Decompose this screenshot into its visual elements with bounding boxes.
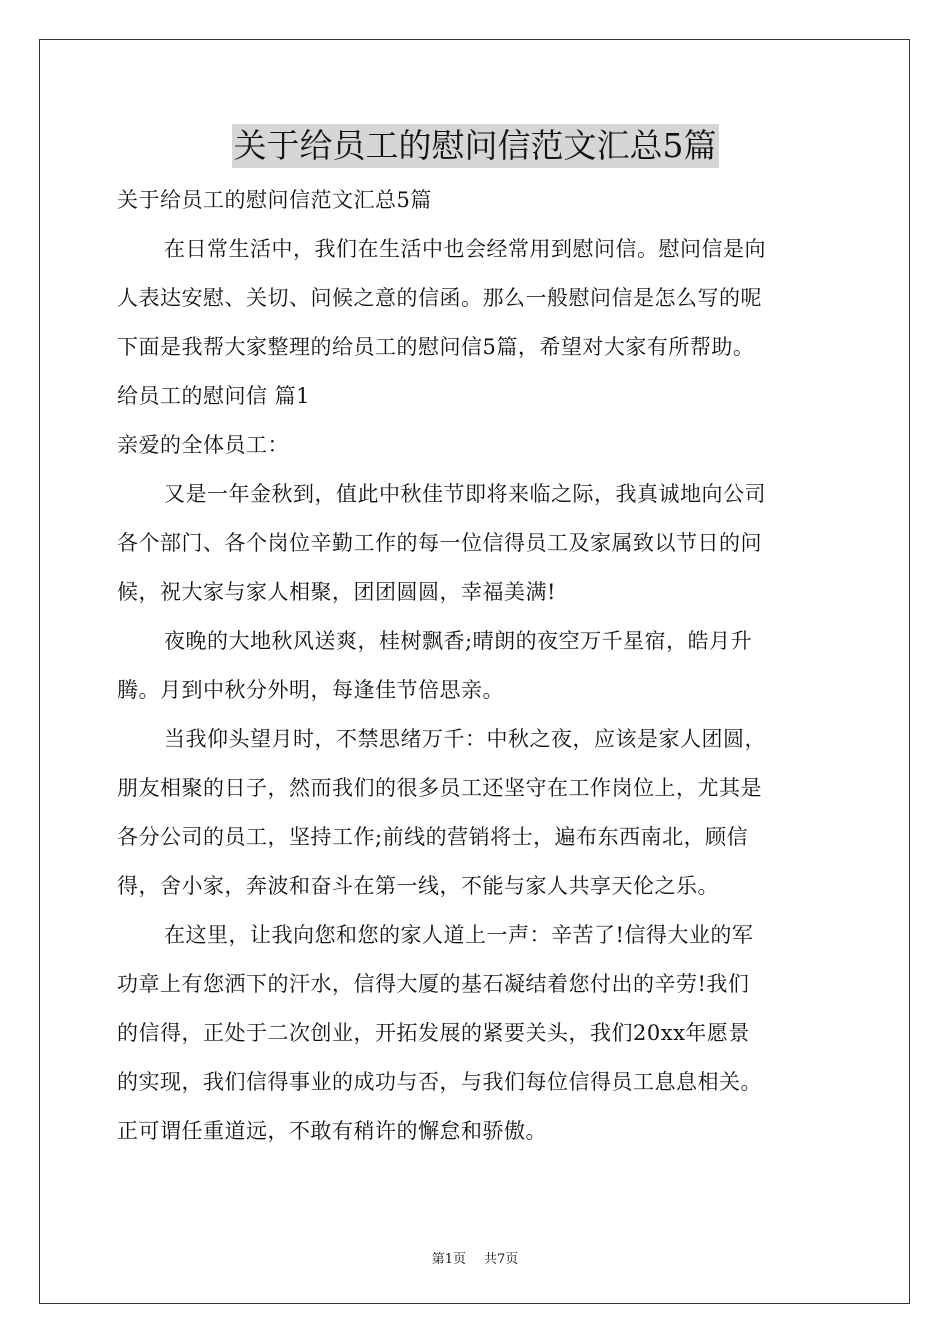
paragraph-line: 下面是我帮大家整理的给员工的慰问信5篇，希望对大家有所帮助。 <box>117 335 755 359</box>
paragraph-line: 夜晚的大地秋风送爽，桂树飘香;晴朗的夜空万千星宿，皓月升 <box>164 629 753 653</box>
paragraph-line: 在这里，让我向您和您的家人道上一声：辛苦了!信得大业的军 <box>164 923 754 947</box>
title-area <box>0 124 950 168</box>
paragraph-line: 得，舍小家，奔波和奋斗在第一线，不能与家人共享天伦之乐。 <box>117 874 719 898</box>
paragraph-line: 又是一年金秋到，值此中秋佳节即将来临之际，我真诚地向公司 <box>164 482 766 506</box>
page-footer <box>0 1248 950 1267</box>
subtitle-line: 关于给员工的慰问信范文汇总5篇 <box>117 188 432 212</box>
paragraph-line: 候，祝大家与家人相聚，团团圆圆，幸福美满! <box>117 580 556 604</box>
paragraph-line: 朋友相聚的日子，然而我们的很多员工还坚守在工作岗位上，尤其是 <box>117 776 762 800</box>
paragraph-line: 各分公司的员工，坚持工作;前线的营销将士，遍布东西南北，顾信 <box>117 825 749 849</box>
paragraph-line: 腾。月到中秋分外明，每逢佳节倍思亲。 <box>117 678 504 702</box>
paragraph-line: 的信得，正处于二次创业，开拓发展的紧要关头，我们20xx年愿景 <box>117 1021 750 1045</box>
page-number: 第1页 <box>431 1252 466 1267</box>
document-body <box>117 180 833 1160</box>
paragraph-line: 当我仰头望月时，不禁思绪万千：中秋之夜，应该是家人团圆， <box>164 727 766 751</box>
section-heading: 给员工的慰问信 篇1 <box>117 384 311 408</box>
paragraph-line: 各个部门、各个岗位辛勤工作的每一位信得员工及家属致以节日的问 <box>117 531 762 555</box>
paragraph-line: 人表达安慰、关切、问候之意的信函。那么一般慰问信是怎么写的呢 <box>117 286 762 310</box>
page-total: 共7页 <box>484 1252 519 1267</box>
paragraph-line: 正可谓任重道远，不敢有稍许的懈怠和骄傲。 <box>117 1119 547 1143</box>
salutation: 亲爱的全体员工： <box>117 433 289 457</box>
paragraph-line: 功章上有您洒下的汗水，信得大厦的基石凝结着您付出的辛劳!我们 <box>117 972 750 996</box>
document-title: 关于给员工的慰问信范文汇总5篇 <box>232 124 719 168</box>
paragraph-line: 在日常生活中，我们在生活中也会经常用到慰问信。慰问信是向 <box>164 237 766 261</box>
paragraph-line: 的实现，我们信得事业的成功与否，与我们每位信得员工息息相关。 <box>117 1070 762 1094</box>
